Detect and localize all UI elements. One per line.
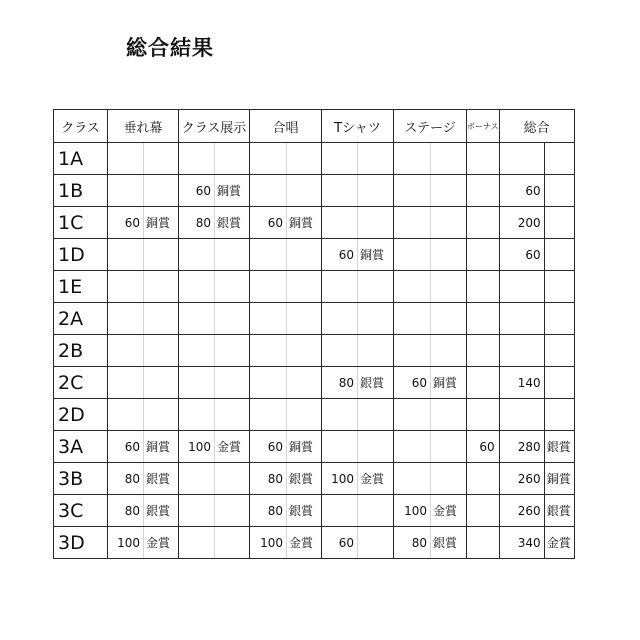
tshirt-award — [358, 207, 394, 239]
class-exhibit-points — [179, 367, 215, 399]
banner-points — [108, 367, 144, 399]
chorus-award — [287, 399, 322, 431]
class-exhibit-points: 60 — [179, 175, 215, 207]
chorus-award — [287, 335, 322, 367]
class-exhibit-points — [179, 303, 215, 335]
class-label: 1D — [54, 239, 108, 271]
chorus-points — [250, 367, 287, 399]
total-points — [499, 303, 544, 335]
tshirt-points — [322, 175, 358, 207]
table-row — [54, 431, 575, 463]
tshirt-award — [358, 175, 394, 207]
stage-award: 金賞 — [431, 495, 467, 527]
chorus-points: 100 — [250, 527, 287, 559]
bonus-points: 60 — [467, 431, 500, 463]
total-points: 200 — [499, 207, 544, 239]
total-award — [544, 399, 574, 431]
class-exhibit-points — [179, 399, 215, 431]
table-row — [54, 175, 575, 207]
stage-award — [431, 239, 467, 271]
chorus-award — [287, 367, 322, 399]
class-exhibit-points — [179, 239, 215, 271]
chorus-award: 銅賞 — [287, 207, 322, 239]
stage-award — [431, 303, 467, 335]
header-class: クラス — [54, 110, 108, 143]
class-exhibit-points — [179, 335, 215, 367]
chorus-points: 60 — [250, 431, 287, 463]
class-exhibit-award — [215, 239, 250, 271]
table-row — [54, 463, 575, 495]
header-banner: 垂れ幕 — [108, 110, 179, 143]
banner-award: 金賞 — [144, 527, 179, 559]
banner-points — [108, 303, 144, 335]
bonus-points — [467, 367, 500, 399]
class-exhibit-award: 銅賞 — [215, 175, 250, 207]
total-points — [499, 335, 544, 367]
total-award: 金賞 — [544, 527, 574, 559]
tshirt-points — [322, 271, 358, 303]
stage-award — [431, 207, 467, 239]
total-award — [544, 303, 574, 335]
total-points: 260 — [499, 463, 544, 495]
stage-award — [431, 271, 467, 303]
chorus-award: 銀賞 — [287, 495, 322, 527]
tshirt-award — [358, 399, 394, 431]
stage-award: 銀賞 — [431, 527, 467, 559]
chorus-points — [250, 303, 287, 335]
header-class-exhibit: クラス展示 — [179, 110, 250, 143]
class-exhibit-award — [215, 271, 250, 303]
class-exhibit-points — [179, 527, 215, 559]
chorus-points — [250, 239, 287, 271]
banner-award: 銀賞 — [144, 495, 179, 527]
banner-points — [108, 271, 144, 303]
banner-award — [144, 303, 179, 335]
header-total: 総合 — [499, 110, 574, 143]
chorus-points — [250, 271, 287, 303]
total-award — [544, 271, 574, 303]
table-row — [54, 143, 575, 175]
class-exhibit-points: 80 — [179, 207, 215, 239]
stage-points — [394, 463, 431, 495]
total-award — [544, 207, 574, 239]
total-points: 260 — [499, 495, 544, 527]
banner-award: 銅賞 — [144, 207, 179, 239]
class-exhibit-points — [179, 143, 215, 175]
tshirt-points — [322, 143, 358, 175]
class-exhibit-award — [215, 399, 250, 431]
tshirt-award — [358, 495, 394, 527]
total-award — [544, 367, 574, 399]
tshirt-points: 80 — [322, 367, 358, 399]
results-table — [53, 109, 575, 559]
bonus-points — [467, 207, 500, 239]
chorus-award — [287, 175, 322, 207]
class-exhibit-points — [179, 495, 215, 527]
bonus-points — [467, 143, 500, 175]
banner-points: 80 — [108, 495, 144, 527]
table-row — [54, 527, 575, 559]
chorus-award: 金賞 — [287, 527, 322, 559]
banner-points: 60 — [108, 431, 144, 463]
chorus-award: 銀賞 — [287, 463, 322, 495]
bonus-points — [467, 175, 500, 207]
tshirt-award — [358, 303, 394, 335]
class-label: 3C — [54, 495, 108, 527]
header-chorus: 合唱 — [250, 110, 322, 143]
total-award: 銀賞 — [544, 495, 574, 527]
tshirt-points — [322, 303, 358, 335]
chorus-award — [287, 239, 322, 271]
stage-points: 60 — [394, 367, 431, 399]
stage-points — [394, 271, 431, 303]
banner-award — [144, 399, 179, 431]
chorus-points: 80 — [250, 495, 287, 527]
class-exhibit-award — [215, 495, 250, 527]
banner-points: 80 — [108, 463, 144, 495]
class-exhibit-award — [215, 527, 250, 559]
total-points: 280 — [499, 431, 544, 463]
header-bonus: ボーナス — [467, 110, 500, 143]
tshirt-points — [322, 207, 358, 239]
table-row — [54, 495, 575, 527]
tshirt-award — [358, 271, 394, 303]
tshirt-points: 60 — [322, 527, 358, 559]
bonus-points — [467, 527, 500, 559]
total-award: 銀賞 — [544, 431, 574, 463]
tshirt-points — [322, 431, 358, 463]
banner-points — [108, 239, 144, 271]
tshirt-award: 銅賞 — [358, 239, 394, 271]
chorus-award — [287, 303, 322, 335]
tshirt-points: 100 — [322, 463, 358, 495]
chorus-points — [250, 399, 287, 431]
class-exhibit-award — [215, 367, 250, 399]
class-label: 1E — [54, 271, 108, 303]
table-row — [54, 207, 575, 239]
total-points — [499, 271, 544, 303]
chorus-award — [287, 143, 322, 175]
tshirt-award: 金賞 — [358, 463, 394, 495]
class-exhibit-points: 100 — [179, 431, 215, 463]
stage-points — [394, 431, 431, 463]
tshirt-points — [322, 399, 358, 431]
bonus-points — [467, 239, 500, 271]
class-label: 2D — [54, 399, 108, 431]
stage-award: 銅賞 — [431, 367, 467, 399]
banner-award — [144, 271, 179, 303]
stage-points — [394, 335, 431, 367]
stage-award — [431, 431, 467, 463]
tshirt-award: 銀賞 — [358, 367, 394, 399]
stage-award — [431, 335, 467, 367]
banner-award — [144, 335, 179, 367]
chorus-award — [287, 271, 322, 303]
tshirt-award — [358, 431, 394, 463]
banner-award — [144, 143, 179, 175]
class-exhibit-award — [215, 463, 250, 495]
tshirt-award — [358, 335, 394, 367]
stage-points — [394, 399, 431, 431]
stage-points — [394, 303, 431, 335]
tshirt-award — [358, 143, 394, 175]
stage-points: 100 — [394, 495, 431, 527]
bonus-points — [467, 303, 500, 335]
table-row — [54, 399, 575, 431]
tshirt-points — [322, 335, 358, 367]
banner-award — [144, 239, 179, 271]
banner-award — [144, 367, 179, 399]
total-points — [499, 399, 544, 431]
tshirt-award — [358, 527, 394, 559]
bonus-points — [467, 463, 500, 495]
header-stage: ステージ — [394, 110, 467, 143]
bonus-points — [467, 335, 500, 367]
tshirt-points — [322, 495, 358, 527]
banner-award: 銅賞 — [144, 431, 179, 463]
class-exhibit-points — [179, 271, 215, 303]
banner-points — [108, 335, 144, 367]
class-label: 2A — [54, 303, 108, 335]
chorus-points — [250, 143, 287, 175]
page-title: 総合結果 — [126, 36, 214, 60]
chorus-points — [250, 335, 287, 367]
class-exhibit-award: 金賞 — [215, 431, 250, 463]
stage-award — [431, 463, 467, 495]
class-exhibit-points — [179, 463, 215, 495]
stage-points: 80 — [394, 527, 431, 559]
total-points: 60 — [499, 175, 544, 207]
table-row — [54, 367, 575, 399]
total-points — [499, 143, 544, 175]
stage-points — [394, 207, 431, 239]
stage-points — [394, 143, 431, 175]
header-tshirt: Tシャツ — [322, 110, 394, 143]
total-award: 銅賞 — [544, 463, 574, 495]
class-label: 3A — [54, 431, 108, 463]
stage-award — [431, 399, 467, 431]
class-label: 1A — [54, 143, 108, 175]
class-exhibit-award — [215, 303, 250, 335]
banner-points — [108, 175, 144, 207]
class-label: 2B — [54, 335, 108, 367]
stage-points — [394, 175, 431, 207]
total-award — [544, 239, 574, 271]
banner-points — [108, 399, 144, 431]
banner-award — [144, 175, 179, 207]
class-label: 3B — [54, 463, 108, 495]
banner-points: 100 — [108, 527, 144, 559]
stage-award — [431, 175, 467, 207]
class-label: 1C — [54, 207, 108, 239]
table-row — [54, 335, 575, 367]
total-award — [544, 175, 574, 207]
class-exhibit-award — [215, 335, 250, 367]
stage-award — [431, 143, 467, 175]
total-award — [544, 335, 574, 367]
table-row — [54, 303, 575, 335]
banner-award: 銀賞 — [144, 463, 179, 495]
total-points: 60 — [499, 239, 544, 271]
class-label: 3D — [54, 527, 108, 559]
stage-points — [394, 239, 431, 271]
total-points: 340 — [499, 527, 544, 559]
header-row — [54, 110, 575, 143]
chorus-points: 60 — [250, 207, 287, 239]
bonus-points — [467, 495, 500, 527]
total-award — [544, 143, 574, 175]
table-row — [54, 271, 575, 303]
chorus-award: 銅賞 — [287, 431, 322, 463]
banner-points — [108, 143, 144, 175]
bonus-points — [467, 399, 500, 431]
chorus-points — [250, 175, 287, 207]
class-label: 2C — [54, 367, 108, 399]
bonus-points — [467, 271, 500, 303]
banner-points: 60 — [108, 207, 144, 239]
total-points: 140 — [499, 367, 544, 399]
class-exhibit-award — [215, 143, 250, 175]
tshirt-points: 60 — [322, 239, 358, 271]
table-row — [54, 239, 575, 271]
class-label: 1B — [54, 175, 108, 207]
chorus-points: 80 — [250, 463, 287, 495]
class-exhibit-award: 銀賞 — [215, 207, 250, 239]
